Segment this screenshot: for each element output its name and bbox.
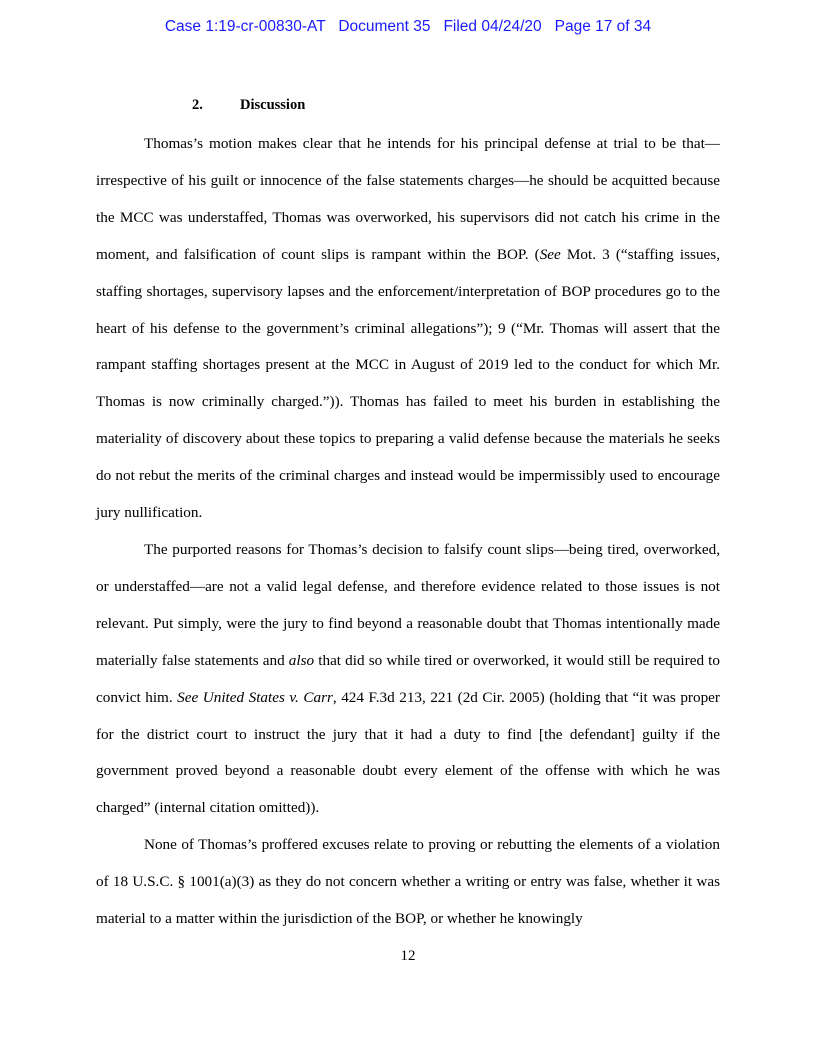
page-indicator: Page 17 of 34: [554, 18, 652, 35]
case-number: Case 1:19-cr-00830-AT: [164, 18, 326, 35]
case-citation: See United States v. Carr: [177, 688, 333, 706]
section-heading: [192, 97, 305, 114]
paragraph-2: The purported reasons for Thomas’s decision to falsify count slips—being tired, overworked, or understaffed—are not a valid legal defense, and therefore evidence related to those issues is not relevant. Put simply, were the jury to find beyond a reasonable doubt that Thomas intentionally made materially false statements and also that did so while tired or overworked, it would still be required to convict him. See United States v. Carr, 424 F.3d 213, 221 (2d Cir. 2005) (holding that “it was proper for the district court to instruct the jury that it had a duty to find [the defendant] guilty if the government proved beyond a reasonable doubt every element of the offense with which he was charged” (internal citation omitted)).: [96, 540, 720, 817]
ecf-header: [0, 18, 816, 36]
section-title: Discussion: [240, 97, 306, 113]
document-number: Document 35: [338, 18, 431, 35]
page-number: 12: [400, 948, 416, 964]
paragraph-3: None of Thomas’s proffered excuses relate to proving or rebutting the elements of a violation of 18 U.S.C. § 1001(a)(3) as they do not concern whether a writing or entry was false, whether it was material to a matter within the jurisdiction of the BOP, or whether he knowingly: [96, 836, 720, 928]
document-body: [96, 126, 720, 938]
section-number: 2.: [192, 97, 203, 113]
see-signal: See: [539, 245, 561, 263]
emphasis-also: also: [288, 651, 315, 669]
paragraph-1: Thomas’s motion makes clear that he intends for his principal defense at trial to be that—irrespective of his guilt or innocence of the false statements charges—he should be acquitted because the MCC was understaffed, Thomas was overworked, his supervisors did not catch his crime in the moment, and falsification of count slips is rampant within the BOP. (See Mot. 3 (“staffing issues, staffing shortages, supervisory lapses and the enforcement/interpretation of BOP procedures go to the heart of his defense to the government’s criminal allegations”); 9 (“Mr. Thomas will assert that the rampant staffing shortages present at the MCC in August of 2019 led to the conduct for which Mr. Thomas is now criminally charged.”)). Thomas has failed to meet his burden in establishing the materiality of discovery about these topics to preparing a valid defense because the materials he seeks do not rebut the merits of the criminal charges and instead would be impermissibly used to encourage jury nullification.: [96, 135, 720, 522]
filed-date: Filed 04/24/20: [443, 18, 542, 35]
